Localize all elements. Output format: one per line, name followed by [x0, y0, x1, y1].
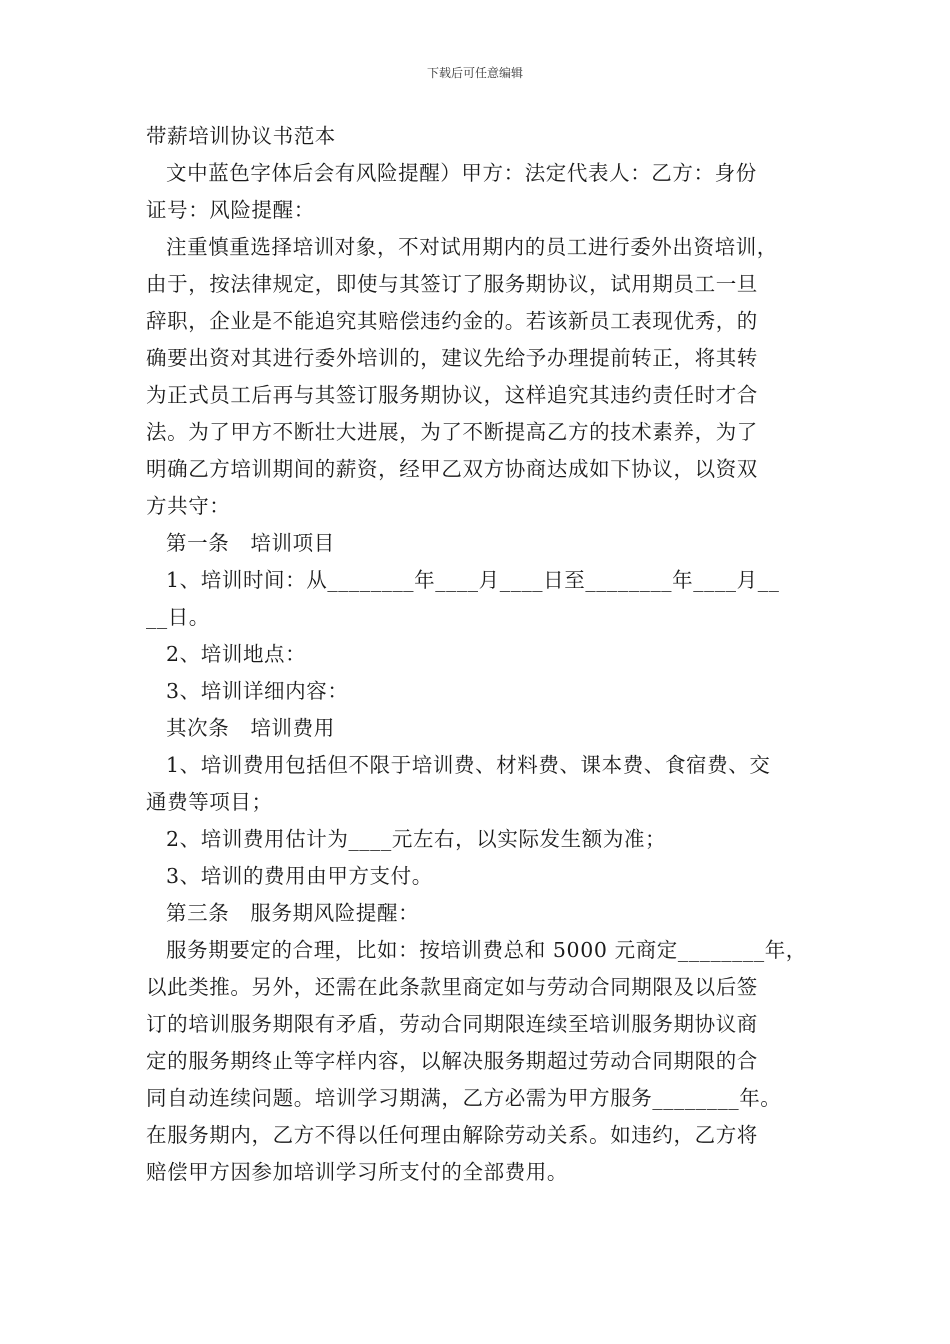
text-line: __日。	[146, 605, 210, 629]
text-line: 明确乙方培训期间的薪资，经甲乙双方协商达成如下协议，以资双	[146, 457, 758, 481]
text-line: 由于，按法律规定，即使与其签订了服务期协议，试用期员工一旦	[146, 272, 758, 296]
text-line: 第一条 培训项目	[166, 531, 335, 555]
text-line: 服务期要定的合理，比如：按培训费总和 5000 元商定________年，	[166, 938, 807, 962]
text-line: 2、培训费用估计为____元左右，以实际发生额为准；	[166, 827, 667, 851]
text-line: 第三条 服务期风险提醒：	[166, 901, 420, 925]
text-line: 1、培训时间：从________年____月____日至________年____月__	[166, 568, 780, 592]
text-line: 赔偿甲方因参加培训学习所支付的全部费用。	[146, 1160, 568, 1184]
text-line: 为正式员工后再与其签订服务期协议，这样追究其违约责任时才合	[146, 383, 758, 407]
text-line: 3、培训详细内容：	[166, 679, 349, 703]
text-line: 注重慎重选择培训对象，不对试用期内的员工进行委外出资培训，	[166, 235, 778, 259]
text-line: 以此类推。另外，还需在此条款里商定如与劳动合同期限及以后签	[146, 975, 758, 999]
text-line: 方共守：	[146, 494, 231, 518]
text-line: 文中蓝色字体后会有风险提醒）甲方：法定代表人：乙方：身份	[166, 161, 757, 185]
text-line: 同自动连续问题。培训学习期满，乙方必需为甲方服务________年。	[146, 1086, 782, 1110]
text-line: 订的培训服务期限有矛盾，劳动合同期限连续至培训服务期协议商	[146, 1012, 758, 1036]
text-line: 法。为了甲方不断壮大进展，为了不断提高乙方的技术素养，为了	[146, 420, 758, 444]
text-line: 其次条 培训费用	[166, 716, 335, 740]
text-line: 3、培训的费用由甲方支付。	[166, 864, 433, 888]
text-line: 确要出资对其进行委外培训的，建议先给予办理提前转正，将其转	[146, 346, 758, 370]
text-line: 在服务期内，乙方不得以任何理由解除劳动关系。如违约，乙方将	[146, 1123, 758, 1147]
text-line: 1、培训费用包括但不限于培训费、材料费、课本费、食宿费、交	[166, 753, 771, 777]
text-line: 定的服务期终止等字样内容，以解决服务期超过劳动合同期限的合	[146, 1049, 758, 1073]
text-line: 辞职，企业是不能追究其赔偿违约金的。若该新员工表现优秀，的	[146, 309, 758, 333]
text-line: 证号：风险提醒：	[146, 198, 315, 222]
document-body	[146, 118, 816, 1191]
header-note: 下载后可任意编辑	[426, 66, 523, 80]
text-line: 2、培训地点：	[166, 642, 307, 666]
document-title: 带薪培训协议书范本	[146, 124, 336, 148]
text-line: 通费等项目；	[146, 790, 273, 814]
